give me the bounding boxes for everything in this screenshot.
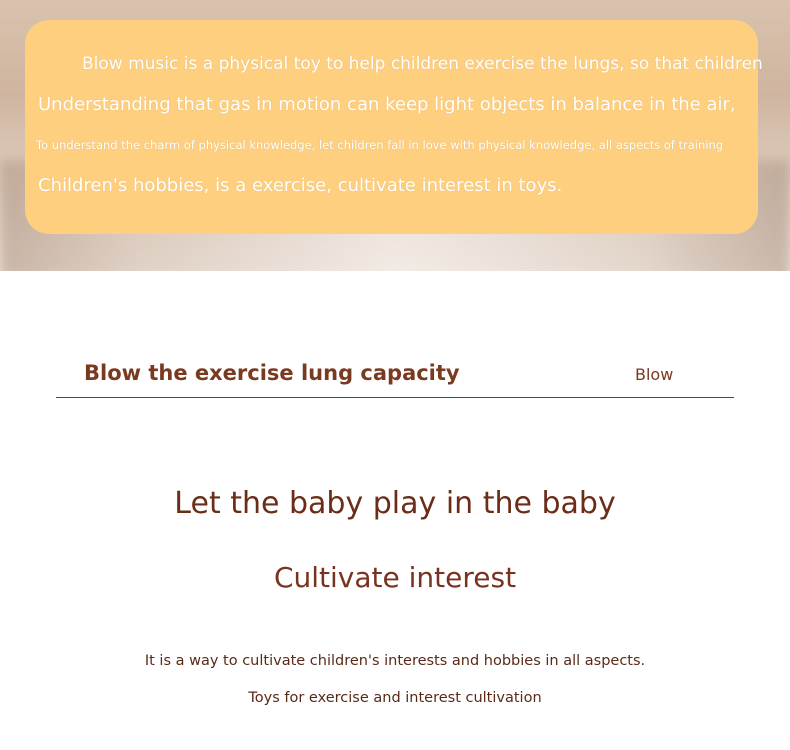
intro-card bbox=[25, 20, 763, 234]
intro-line-2: Understanding that gas in motion can keep light objects in balance in the air, bbox=[38, 94, 736, 115]
subheadline: Cultivate interest bbox=[273, 561, 517, 594]
headline: Let the baby play in the baby bbox=[174, 486, 616, 521]
intro-line-4: Children's hobbies, is a exercise, cultivate interest in toys. bbox=[38, 175, 563, 196]
section-divider bbox=[56, 397, 734, 398]
intro-line-3: To understand the charm of physical knowledge, let children fall in love with physical knowledge, all aspects of training bbox=[36, 138, 724, 152]
section-tag: Blow bbox=[635, 365, 674, 384]
hero-banner bbox=[0, 0, 790, 271]
description-line-1: It is a way to cultivate children's interests and hobbies in all aspects. bbox=[144, 653, 646, 669]
intro-line-1: Blow music is a physical toy to help children exercise the lungs, so that children bbox=[82, 54, 763, 74]
description-line-2: Toys for exercise and interest cultivation bbox=[248, 690, 542, 706]
section-title: Blow the exercise lung capacity bbox=[84, 361, 460, 385]
